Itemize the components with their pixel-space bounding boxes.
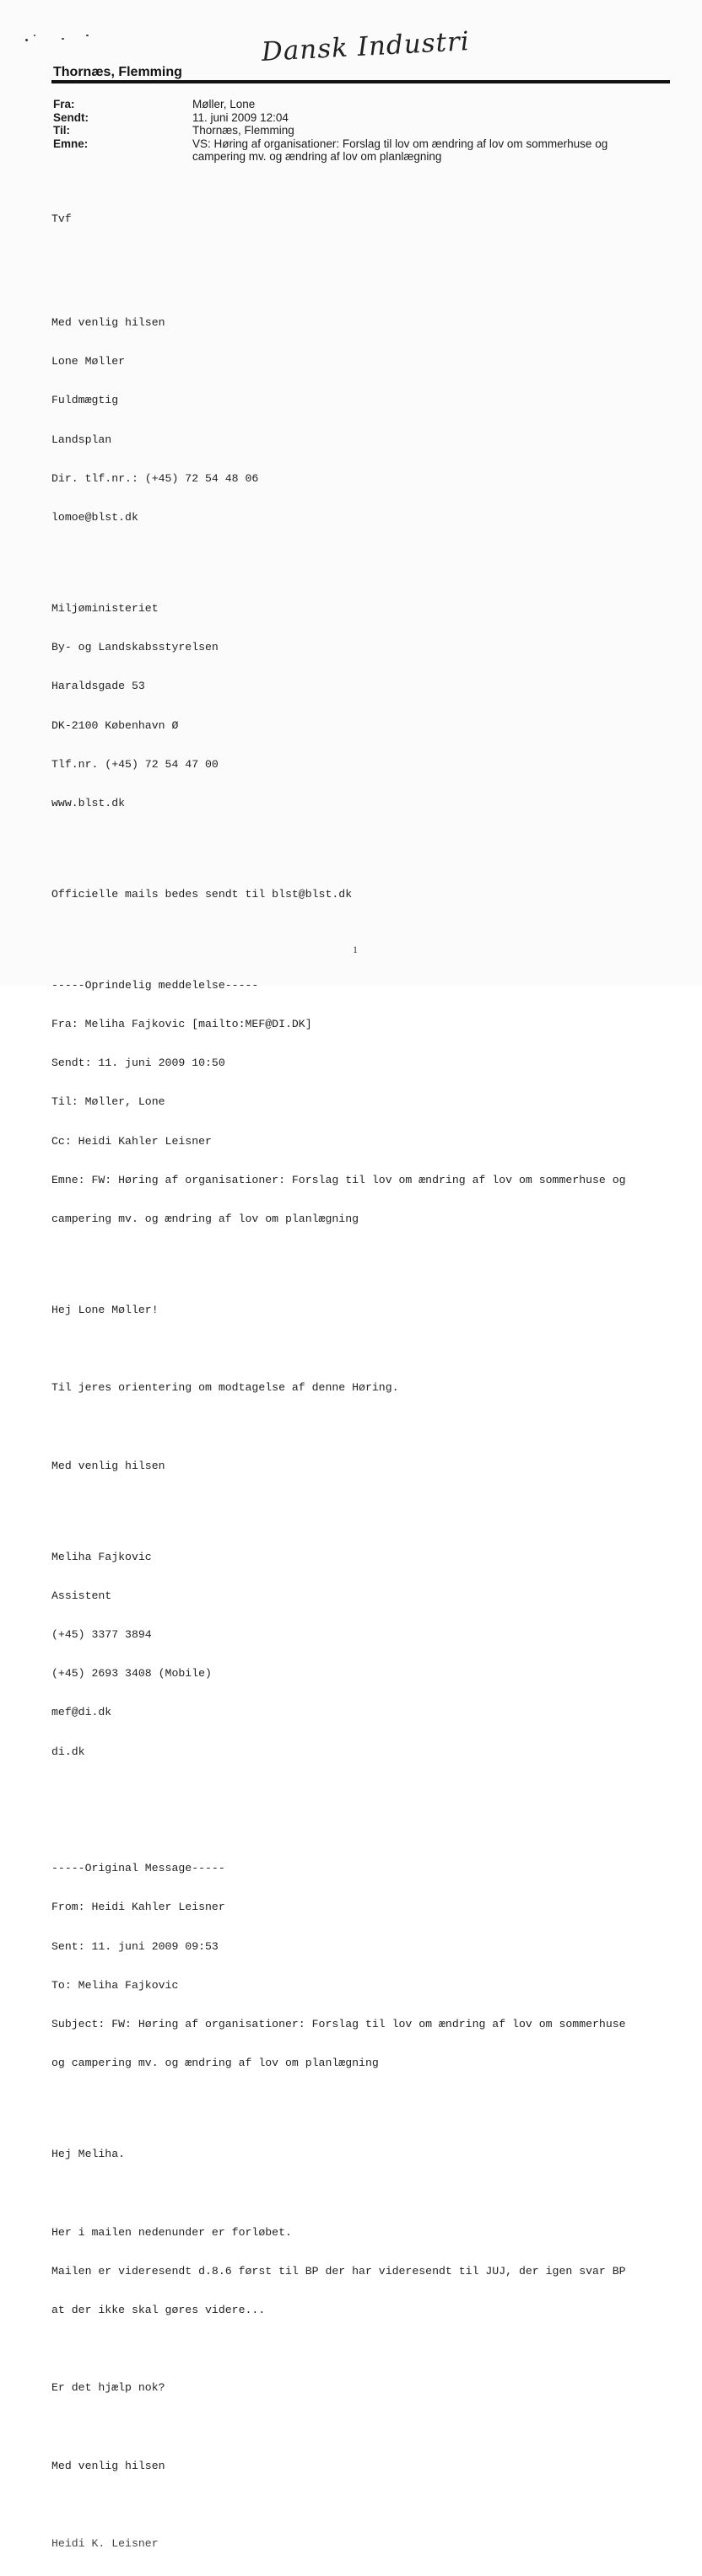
forward-header-line: Sendt: 11. juni 2009 10:50 [51,1057,225,1070]
org-line: By- og Landskabsstyrelsen [51,641,219,654]
forward-header-line: Fra: Meliha Fajkovic [mailto:MEF@DI.DK] [51,1017,312,1030]
message-line: at der ikke skal gøres videre... [51,2304,266,2316]
signature-line: Med venlig hilsen [51,316,165,330]
forward-header-line: Emne: FW: Høring af organisationer: Forslag til lov om ændring af lov om sommerhuse og [51,1173,626,1186]
signature-line: Dir. tlf.nr.: (+45) 72 54 48 06 [51,471,259,485]
email-header [53,98,661,164]
original-header-line: To: Meliha Fajkovic [51,1978,179,1992]
scan-speck [34,35,35,36]
email-link[interactable]: mef@di.dk [51,1706,112,1719]
forward-header-line: campering mv. og ændring af lov om planlægning [51,1213,359,1226]
original-message-separator: -----Original Message----- [51,1862,225,1875]
email-link[interactable]: lomoe@blst.dk [51,511,138,524]
website-link[interactable]: di.dk [51,1745,85,1758]
header-divider [51,80,670,83]
salutation-line: Hej Meliha. [51,2148,126,2161]
original-header-line: Sent: 11. juni 2009 09:53 [51,1939,219,1953]
official-mail-note: Officielle mails bedes sendt til blst@blst.dk [51,887,353,901]
salutation-line: Hej Lone Møller! [51,1303,159,1316]
final-signature: Heidi K. Leisner [51,2537,159,2551]
question-line: Er det hjælp nok? [51,2381,165,2395]
forward-separator: -----Oprindelig meddelelse----- [51,978,259,992]
original-header-line: From: Heidi Kahler Leisner [51,1901,225,1914]
forward-header-line: Til: Møller, Lone [51,1095,165,1109]
message-line: Mailen er videresendt d.8.6 først til BP der har videresendt til JUJ, der igen svar BP [51,2264,626,2278]
signature-line: Fuldmægtig [51,394,119,407]
greeting-line: Tvf [51,212,72,225]
message-line: Til jeres orientering om modtagelse af denne Høring. [51,1381,399,1395]
website-link[interactable]: www.blst.dk [51,797,126,810]
handwritten-annotation: Dansk Industri [261,26,471,67]
header-label-sent: Sendt: [53,110,89,124]
header-value-from: Møller, Lone [192,98,256,110]
signature-line: (+45) 3377 3894 [51,1627,152,1641]
header-row-to [53,124,661,137]
header-label-from: Fra: [53,98,75,110]
header-value-sent: 11. juni 2009 12:04 [192,110,289,124]
original-header-line: og campering mv. og ændring af lov om planlægning [51,2057,379,2070]
signature-line: Lone Møller [51,355,126,368]
scan-speck [62,38,64,40]
header-value-subject: VS: Høring af organisationer: Forslag til lov om ændring af lov om sommerhuse og campering mv. og ændring af lov om planlægning [192,137,608,163]
header-row-subject [53,137,661,164]
message-line: Her i mailen nedenunder er forløbet. [51,2225,292,2239]
closing-line: Med venlig hilsen [51,2459,165,2472]
org-line: Miljøministeriet [51,601,159,615]
forward-header-line: Cc: Heidi Kahler Leisner [51,1134,212,1148]
header-label-to: Til: [53,124,70,137]
scan-speck [86,35,89,36]
org-line: Tlf.nr. (+45) 72 54 47 00 [51,757,219,771]
signature-line: Assistent [51,1589,112,1602]
signature-line: (+45) 2693 3408 (Mobile) [51,1667,212,1681]
signature-line: Meliha Fajkovic [51,1550,152,1563]
original-header-line: Subject: FW: Høring af organisationer: Forslag til lov om ændring af lov om sommerhuse [51,2018,626,2031]
header-row-from [53,98,661,111]
closing-line: Med venlig hilsen [51,1459,165,1472]
scan-speck [25,39,28,41]
header-value-to: Thornæs, Flemming [192,124,294,137]
email-body [51,186,676,2576]
org-line: DK-2100 København Ø [51,718,179,732]
header-label-subject: Emne: [53,137,89,150]
header-row-sent [53,111,661,125]
page-number: 1 [353,944,358,955]
printed-by-name: Thornæs, Flemming [53,65,182,79]
org-line: Haraldsgade 53 [51,680,145,693]
signature-line: Landsplan [51,433,112,446]
